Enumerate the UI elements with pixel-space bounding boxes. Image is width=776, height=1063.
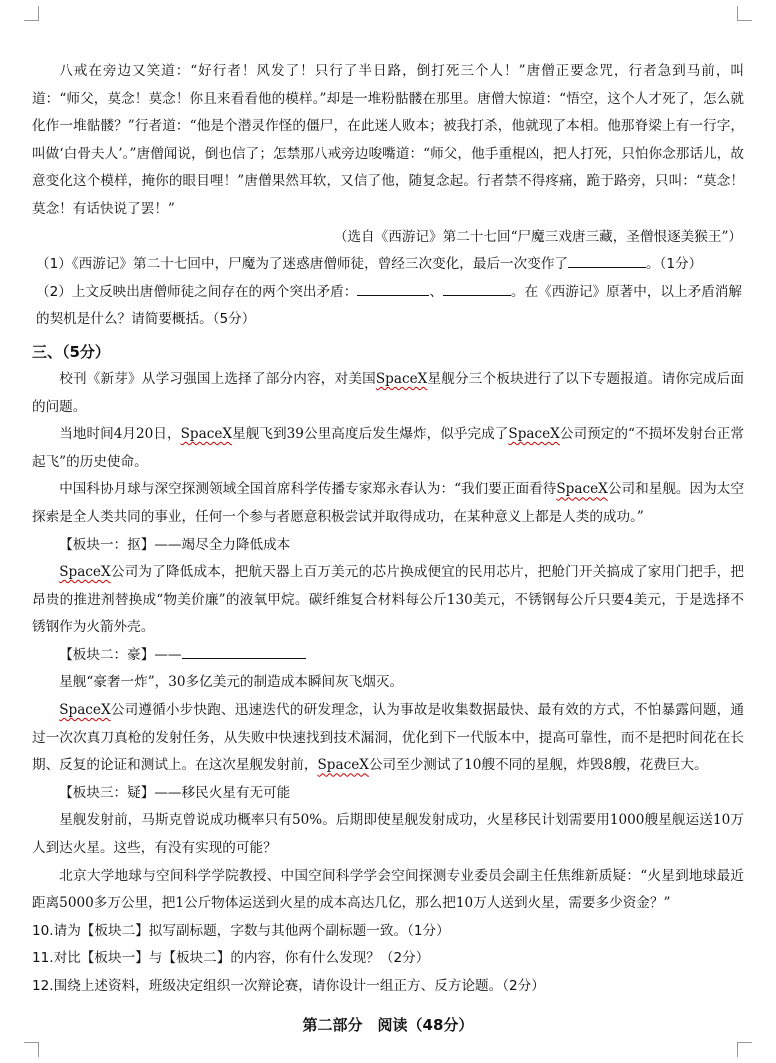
- story-source: （选自《西游记》第二十七回“尸魔三戏唐三藏，圣僧恨逐美猴王”）: [333, 228, 742, 245]
- block-2-text-2: SpaceX公司遵循小步快跑、迅速迭代的研发理念，认为事故是收集数据最快、最有效的方式，不怕暴露问题，通过一次次真刀真枪的发射任务，从失败中快速找到技术漏洞，优化到下一代版本中，提高可靠性，而不是把时间花在长期、反复的论证和测试上。在这次星舰发射前，SpaceX公司至少测试了10艘不同的星舰，炸毁8艘，花费巨大。: [32, 702, 744, 774]
- crop-mark-top-left: [24, 6, 39, 21]
- section-3-heading: 三、（5分）: [32, 342, 110, 361]
- exam-page: [32, 58, 744, 1001]
- question-10: 10.请为【板块二】拟写副标题，字数与其他两个副标题一致。（1分）: [32, 922, 450, 939]
- crop-mark-bottom-left: [24, 1042, 39, 1057]
- section-3-intro: 校刊《新芽》从学习强国上选择了部分内容，对美国SpaceX星舰分三个板块进行了以下专题报道。请你完成后面的问题。: [32, 370, 744, 415]
- block-2-title: [32, 642, 744, 670]
- question-11: 11.对比【板块一】与【板块二】的内容，你有什么发现？（2分）: [32, 950, 430, 967]
- block-2-text-1: 星舰“豪奢一炸”，30多亿美元的制造成本瞬间灰飞烟灭。: [59, 674, 404, 691]
- block-2-title-text: 【板块二：豪】——: [59, 646, 182, 663]
- block-3-text-2: 北京大学地球与空间科学学院教授、中国空间科学学会空间探测专业委员会副主任焦维新质疑：“火星到地球最近距离5000多万公里，把1公斤物体运送到火星的成本高达几亿，那么把10万人送到火星，需要多少资金？”: [32, 867, 744, 912]
- news-paragraph: 当地时间4月20日，SpaceX星舰飞到39公里高度后发生爆炸，似乎完成了SpaceX公司预定的“不损坏发射台正常起飞”的历史使命。: [32, 426, 745, 470]
- answer-blank-1[interactable]: [568, 252, 646, 268]
- block-1-text: SpaceX公司为了降低成本，把航天器上百万美元的芯片换成便宜的民用芯片，把舱门开关搞成了家用门把手，把昂贵的推进剂替换成“物美价廉”的液氧甲烷。碳纤维复合材料每公斤130美元，不锈钢每公斤只要4美元，于是选择不锈钢作为火箭外壳。: [32, 564, 744, 636]
- story-paragraph: 八戒在旁边又笑道：“好行者！风发了！只行了半日路，倒打死三个人！”唐僧正要念咒，行者急到马前，叫道：“师父，莫念！莫念！你且来看看他的模样。”却是一堆粉骷髅在那里。唐僧大惊道：“悟空，这个人才死了，怎么就化作一堆骷髅？”行者道：“他是个潜灵作怪的僵尸，在此迷人败本；被我打杀，他就现了本相。他那脊梁上有一行字，叫做‘白骨夫人’。”唐僧闻说，倒也信了；怎禁那八戒旁边唆嘴道：“师父，他手重棍凶，把人打死，只怕你念那话儿，故意变化这个模样，掩你的眼目哩！”唐僧果然耳软，又信了他，随复念起。行者禁不得疼痛，跪于路旁，只叫：“莫念！莫念！有话快说了罢！”: [32, 63, 744, 217]
- question-2-separator: 、: [429, 283, 443, 300]
- block-2-subtitle-blank[interactable]: [182, 643, 306, 659]
- page-footer: 第二部分 阅读（48分）: [302, 1016, 474, 1034]
- block-1-title: 【板块一：抠】——竭尽全力降低成本: [59, 536, 291, 553]
- answer-blank-2a[interactable]: [357, 280, 429, 296]
- question-2-text-b: 。在《西游记》原著中，以上矛盾消解的契机是什么？请简要概括。（5分）: [36, 283, 742, 328]
- question-1-text: （1）《西游记》第二十七回中，尸魔为了迷惑唐僧师徒，曾经三次变化，最后一次变作了: [36, 256, 569, 273]
- question-1-end: 。（1分）: [646, 256, 703, 273]
- question-2: [32, 279, 744, 334]
- block-3-title: 【板块三：疑】——移民火星有无可能: [59, 784, 291, 801]
- question-2-text-a: （2）上文反映出唐僧师徒之间存在的两个突出矛盾：: [36, 283, 358, 300]
- answer-blank-2b[interactable]: [443, 280, 511, 296]
- question-12: 12.围绕上述资料，班级决定组织一次辩论赛，请你设计一组正方、反方论题。（2分）: [32, 978, 545, 994]
- block-3-text-1: 星舰发射前，马斯克曾说成功概率只有50%。后期即使星舰发射成功，火星移民计划需要用1000艘星舰运送10万人到达火星。这些，有没有实现的可能？: [32, 812, 744, 857]
- crop-mark-bottom-right: [737, 1042, 752, 1057]
- crop-mark-top-right: [737, 6, 752, 21]
- expert-paragraph: 中国科协月球与深空探测领域全国首席科学传播专家郑永春认为：“我们要正面看待SpaceX公司和星舰。因为太空探索是全人类共同的事业，任何一个参与者愿意积极尝试并取得成功，在某种意义上都是人类的成功。”: [32, 481, 744, 525]
- question-1: [32, 251, 744, 279]
